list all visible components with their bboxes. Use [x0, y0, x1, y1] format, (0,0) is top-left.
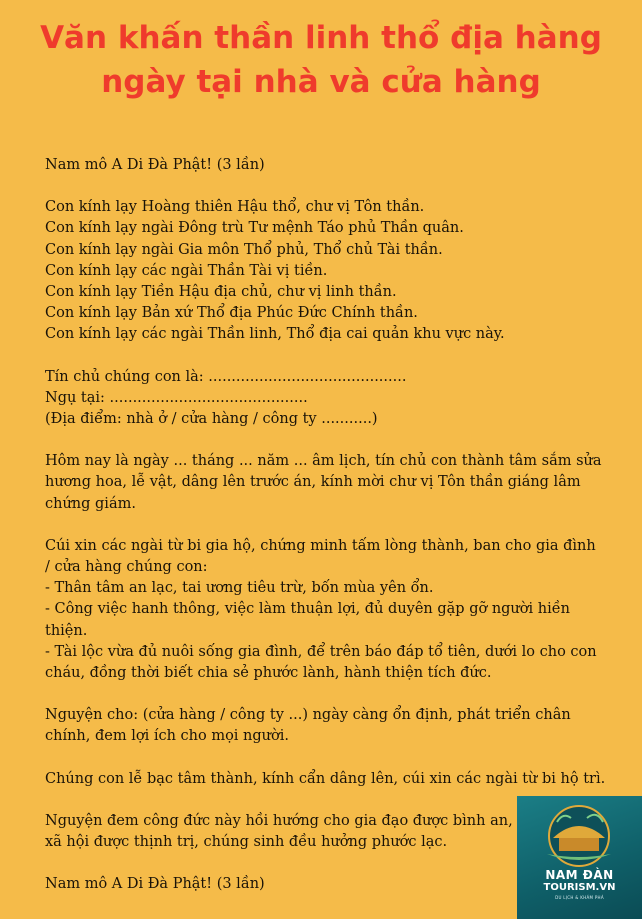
opening-line: Nam mô A Di Đà Phật! (3 lần): [45, 157, 265, 173]
wish-paragraph: Nguyện cho: (cửa hàng / công ty ...) ngày càng ổn định, phát triển chân chính, đem lợi ích cho mọi người.: [45, 707, 571, 745]
date-paragraph: Hôm nay là ngày ... tháng ... năm ... âm lịch, tín chủ con thành tâm sắm sửa hương hoa, lễ vật, dâng lên trước án, kính mời chư vị Tôn thần giáng lâm chứng giám.: [45, 453, 602, 512]
location-line: (Địa điểm: nhà ở / cửa hàng / công ty ...........): [45, 411, 378, 428]
prayer-intro-line: Cúi xin các ngài từ bi gia hộ, chứng minh tấm lòng thành, ban cho gia đình: [45, 537, 596, 554]
prayer-text: [45, 155, 610, 895]
prayer-intro-line: / cửa hàng chúng con:: [45, 559, 208, 576]
title-line-2: ngày tại nhà và cửa hàng: [101, 64, 541, 100]
logo-subtitle: TOURISM.VN: [543, 882, 616, 893]
invocation-line: Con kính lạy ngài Đông trù Tư mệnh Táo phủ Thần quân.: [45, 220, 464, 237]
lotus-hut-icon: [517, 796, 642, 919]
title-line-1: Văn khấn thần linh thổ địa hàng: [40, 20, 602, 56]
offering-paragraph: Chúng con lễ bạc tâm thành, kính cẩn dâng lên, cúi xin các ngài từ bi hộ trì.: [45, 770, 606, 787]
closing-line: Nam mô A Di Đà Phật! (3 lần): [45, 876, 265, 893]
brand-logo: [517, 796, 642, 919]
blessing-item: - Tài lộc vừa đủ nuôi sống gia đình, để trên báo đáp tổ tiên, dưới lo cho con cháu, đồng thời biết chia sẻ phước lành, hành thiện tích đức.: [45, 643, 597, 682]
logo-tagline: DU LỊCH & KHÁM PHÁ: [555, 895, 604, 900]
logo-name: NAM ĐÀN: [545, 868, 614, 882]
invocation-line: Con kính lạy Tiền Hậu địa chủ, chư vị linh thần.: [45, 284, 397, 301]
dedication-paragraph: Nguyện đem công đức này hồi hướng cho gia đạo được bình an, xã hội được thịnh trị, chúng sinh đều hưởng phước lạc.: [45, 812, 513, 851]
page-title: [0, 16, 642, 104]
address-line: Ngụ tại: ...........................................: [45, 389, 308, 406]
blessing-item: - Công việc hanh thông, việc làm thuận lợi, đủ duyên gặp gỡ người hiền thiện.: [45, 601, 570, 639]
invocation-line: Con kính lạy các ngài Thần linh, Thổ địa cai quản khu vực này.: [45, 326, 505, 343]
invocation-line: Con kính lạy Bản xứ Thổ địa Phúc Đức Chính thần.: [45, 305, 418, 322]
invocation-line: Con kính lạy ngài Gia môn Thổ phủ, Thổ chủ Tài thần.: [45, 241, 443, 258]
blessing-item: - Thân tâm an lạc, tai ương tiêu trừ, bốn mùa yên ổn.: [45, 580, 434, 597]
invocation-line: Con kính lạy các ngài Thần Tài vị tiền.: [45, 262, 328, 279]
invocation-line: Con kính lạy Hoàng thiên Hậu thổ, chư vị Tôn thần.: [45, 199, 425, 216]
devotee-name-line: Tín chủ chúng con là: ...........................................: [45, 368, 407, 385]
